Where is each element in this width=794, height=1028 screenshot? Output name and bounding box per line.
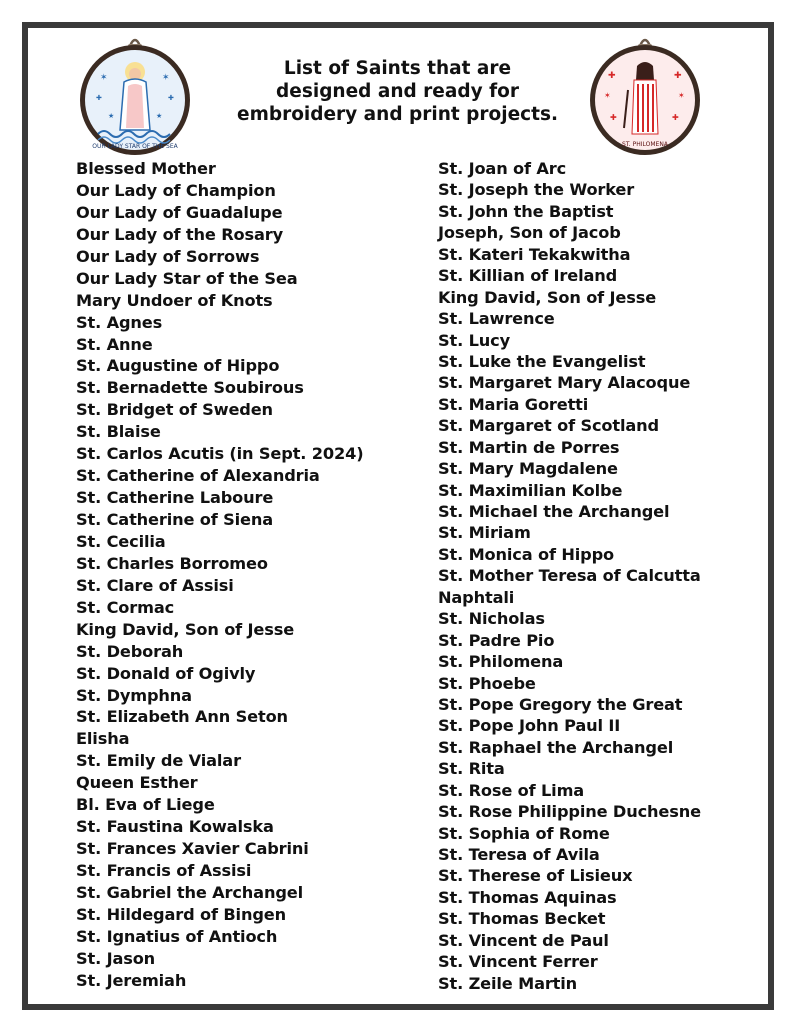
saint-list-item: St. Carlos Acutis (in Sept. 2024) [76,444,364,464]
saint-list-item: St. Catherine of Siena [76,510,274,529]
saint-list-item: St. Cormac [76,597,175,617]
saint-list-item: St. Philomena [438,652,564,672]
saint-list-item: St. Cecilia [76,531,166,551]
saint-list-item: St. Rita [438,759,505,779]
saint-list-item: St. Pope John Paul II [438,716,621,736]
saint-list-item: Our Lady of Sorrows [76,246,260,266]
saint-list-item: St. Rose of Lima [438,780,585,800]
svg-text:✚: ✚ [168,94,174,102]
saint-list-item: St. Miriam [438,523,531,543]
saint-list-item: St. Ignatius of Antioch [76,926,278,946]
saint-list-item: St. Catherine of Alexandria [76,466,320,486]
saint-list-item: St. Bernadette Soubirous [76,378,304,398]
saint-list-item: St. Luke the Evangelist [438,351,646,371]
saint-list-item: St. Gabriel the Archangel [76,882,303,902]
svg-text:✚: ✚ [608,71,616,81]
page-title [225,57,570,126]
saint-list-item: St. Martin de Porres [438,437,620,457]
saint-list-item: St. Therese of Lisieux [438,866,633,886]
saint-list-item: St. Michael the Archangel [438,502,670,521]
title-line: designed and ready for [276,81,519,102]
saint-list-item: St. Raphael the Archangel [438,737,674,757]
saint-list-item: Naphtali [438,587,515,607]
saint-list-item: St. Deborah [76,641,184,661]
saint-list-item: St. Blaise [76,422,161,442]
saint-list-item: St. Margaret of Scotland [438,416,659,436]
saint-list-item: St. Emily de Vialar [76,751,241,771]
svg-text:✚: ✚ [610,113,617,122]
svg-text:✶: ✶ [604,91,611,100]
saint-list-item: St. Mary Magdalene [438,459,618,479]
saint-list-item: St. Margaret Mary Alacoque [438,373,691,393]
saint-list-item: St. Vincent Ferrer [438,952,598,972]
saint-list-item: St. Zeile Martin [438,973,578,993]
svg-text:✶: ✶ [678,91,685,100]
saint-list-item: St. Teresa of Avila [438,845,600,864]
title-line: List of Saints that are [283,58,512,79]
saint-list-item: St. Jeremiah [76,970,187,990]
svg-text:✚: ✚ [96,94,102,102]
saint-list-item: St. Lawrence [438,309,555,329]
saint-list-item: St. Catherine Laboure [76,488,274,508]
saint-list-item: Our Lady of Champion [76,180,276,200]
saint-list-item: Our Lady of Guadalupe [76,202,283,222]
svg-text:✚: ✚ [672,113,679,122]
saint-list-item: St. Jason [76,948,156,968]
saint-list-item: St. Faustina Kowalska [76,817,274,837]
saint-list-item: St. Hildegard of Bingen [76,904,286,924]
saint-list-item: St. Clare of Assisi [76,575,234,595]
saint-list-item: St. Francis of Assisi [76,861,252,880]
st-philomena-hoop-icon [588,30,702,156]
saint-list-item: St. Vincent de Paul [438,930,609,950]
saint-list-item: St. Phoebe [438,673,536,693]
saint-list-item: St. Frances Xavier Cabrini [76,839,309,859]
saint-list-item: King David, Son of Jesse [438,287,657,307]
our-lady-hoop-icon [78,30,192,156]
saint-list-item: St. Kateri Tekakwitha [438,244,631,264]
saint-list-item: St. Lucy [438,330,510,350]
saint-list-item: St. Joan of Arc [438,159,567,178]
svg-text:OUR LADY STAR OF THE SEA: OUR LADY STAR OF THE SEA [92,143,178,150]
saint-list-item: St. Bridget of Sweden [76,400,273,420]
saint-list-item: Bl. Eva of Liege [76,795,215,815]
saint-list-item: St. Mother Teresa of Calcutta [438,566,701,586]
saint-list-item: Blessed Mother [76,159,216,178]
saint-list-item: Joseph, Son of Jacob [438,223,621,243]
svg-text:★: ★ [108,112,115,120]
saint-list-item: St. Maximilian Kolbe [438,480,623,500]
saint-list-item: St. Donald of Ogivly [76,663,256,683]
saint-list-item: Mary Undoer of Knots [76,290,273,310]
embroidery-hoop-left-image [78,30,192,156]
saint-list-item: St. Nicholas [438,609,545,629]
saint-list-item: St. Joseph the Worker [438,180,635,200]
saint-list-item: Our Lady of the Rosary [76,224,283,244]
svg-text:✶: ✶ [162,73,170,83]
svg-text:★: ★ [156,112,163,120]
saint-list-item: St. Dymphna [76,685,192,705]
saint-list-item: St. John the Baptist [438,201,614,221]
saint-list-item: St. Padre Pio [438,630,555,650]
saint-list-item: King David, Son of Jesse [76,619,295,639]
svg-text:✚: ✚ [674,71,682,81]
saint-list-item: St. Agnes [76,312,163,332]
embroidery-hoop-right-image [588,30,702,156]
saint-list-item: St. Rose Philippine Duchesne [438,802,701,822]
saints-list-right [438,158,701,994]
saint-list-item: St. Elizabeth Ann Seton [76,707,288,727]
saint-list-item: St. Killian of Ireland [438,266,618,286]
saint-list-item: St. Thomas Becket [438,909,606,929]
saint-list-item: St. Pope Gregory the Great [438,694,683,714]
saint-list-item: St. Monica of Hippo [438,544,614,564]
saint-list-item: St. Anne [76,334,153,354]
saint-list-item: St. Maria Goretti [438,394,589,414]
saint-list-item: Our Lady Star of the Sea [76,268,298,288]
saint-list-item: St. Sophia of Rome [438,823,610,843]
saint-list-item: St. Charles Borromeo [76,553,268,573]
saint-list-item: St. Thomas Aquinas [438,887,617,907]
saint-list-item: Queen Esther [76,773,198,793]
saints-list-left [76,158,363,992]
saint-list-item: St. Augustine of Hippo [76,356,280,376]
svg-text:ST. PHILOMENA: ST. PHILOMENA [622,141,668,148]
svg-text:✶: ✶ [100,73,108,83]
title-line: embroidery and print projects. [237,104,558,125]
saint-list-item: Elisha [76,729,130,749]
